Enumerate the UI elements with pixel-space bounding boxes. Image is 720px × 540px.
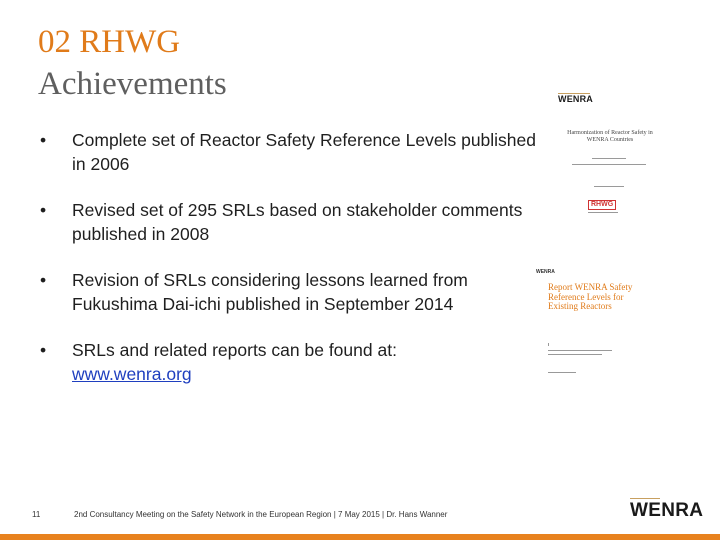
bullet-dot-icon: • (40, 200, 47, 220)
bullet-text: Revision of SRLs considering lessons learned from Fukushima Dai-ichi published in September 2014 (72, 270, 468, 314)
text-line (572, 164, 646, 165)
text-line (548, 354, 602, 355)
brand-name: WENRA (630, 500, 704, 521)
srl-report-thumbnail (531, 262, 641, 390)
text-line (588, 212, 618, 213)
bullet-list (40, 128, 540, 408)
bullet-item (40, 198, 540, 246)
report-title: Harmonization of Reactor Safety in WENRA Countries (567, 130, 653, 143)
wenra-logo: WENRA (536, 269, 555, 275)
bullet-item (40, 128, 540, 176)
text-line (548, 343, 549, 346)
wenra-website-link[interactable]: www.wenra.org (72, 364, 192, 384)
rhwg-report-thumbnail (548, 82, 666, 240)
logo-accent-line (630, 498, 660, 499)
bullet-item (40, 268, 540, 316)
bullet-text: Revised set of 295 SRLs based on stakeholder comments published in 2008 (72, 200, 523, 244)
bullet-dot-icon: • (40, 130, 47, 150)
text-line (594, 186, 624, 187)
report-title: Report WENRA Safety Reference Levels for Existing Reactors (548, 282, 633, 311)
bottom-accent-bar (0, 534, 720, 540)
page-number: 11 (32, 510, 41, 519)
slide-title-line2: Achievements (38, 66, 227, 102)
wenra-brand-logo (630, 494, 716, 530)
text-line (548, 372, 576, 373)
rhwg-badge: RHWG (588, 200, 616, 210)
bullet-dot-icon: • (40, 340, 47, 360)
wenra-logo: WENRA (558, 94, 593, 104)
bullet-dot-icon: • (40, 270, 47, 290)
bullet-text: SRLs and related reports can be found at: (72, 340, 397, 360)
footer-text: 2nd Consultancy Meeting on the Safety Network in the European Region | 7 May 2015 | Dr. Hans Wanner (74, 510, 448, 519)
text-line (548, 350, 612, 351)
bullet-text: Complete set of Reactor Safety Reference Levels published in 2006 (72, 130, 537, 174)
bullet-item (40, 338, 540, 386)
text-line (592, 158, 626, 159)
slide-title-line1: 02 RHWG (38, 24, 181, 60)
